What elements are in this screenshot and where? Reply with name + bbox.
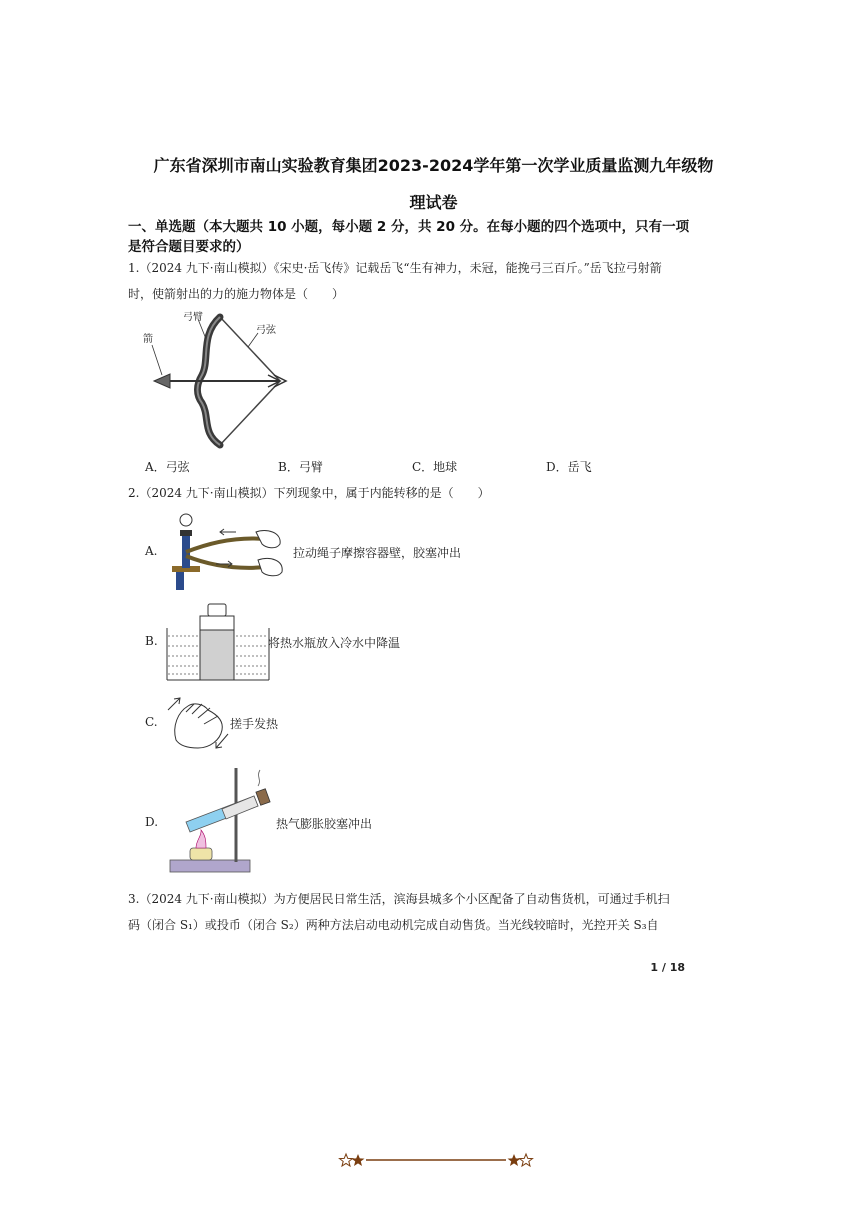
section-heading <box>128 217 728 257</box>
question-3-line-2: 码（闭合 S₁）或投币（闭合 S₂）两种方法启动电动机完成自动售货。当光线较暗时，光控开关 S₃自 <box>128 918 659 932</box>
section-heading-line-2: 是符合题目要求的） <box>128 239 250 255</box>
question-2-option-a-text: 拉动绳子摩擦容器壁，胶塞冲出 <box>293 546 462 560</box>
question-1-option-a[interactable]: A．弓弦 <box>145 460 190 474</box>
label-bow-arm: 弓臂 <box>183 312 203 323</box>
question-2-option-b-text: 将热水瓶放入冷水中降温 <box>268 636 401 650</box>
question-1-option-b[interactable]: B．弓臂 <box>278 460 323 474</box>
star-icon <box>352 1154 365 1166</box>
question-1-option-c[interactable]: C．地球 <box>412 460 458 474</box>
question-1-line-2: 时，使箭射出的力的施力物体是（ ） <box>128 287 345 301</box>
page-title-line-1: 广东省深圳市南山实验教育集团2023-2024学年第一次学业质量监测九年级物 <box>153 156 714 175</box>
question-1-option-d[interactable]: D．岳飞 <box>546 460 592 474</box>
footer-ornament <box>338 1150 534 1170</box>
label-arrow: 箭 <box>143 334 153 345</box>
question-2-option-c-text: 搓手发热 <box>230 717 279 731</box>
page-title-line-2: 理试卷 <box>409 193 458 212</box>
question-2-option-a-letter[interactable]: A. <box>145 544 158 558</box>
section-heading-line-1: 一、单选题（本大题共 10 小题，每小题 2 分，共 20 分。在每小题的四个选项中，只有一项 <box>128 219 690 235</box>
question-1-line-1: 1.（2024 九下·南山模拟）《宋史·岳飞传》记载岳飞“生有神力，未冠，能挽弓三百斤。”岳飞拉弓射箭 <box>128 261 662 275</box>
question-3-stem <box>128 886 698 938</box>
star-icon <box>340 1154 353 1166</box>
question-3-line-1: 3.（2024 九下·南山模拟）为方便居民日常生活，滨海县城多个小区配备了自动售货机，可通过手机扫 <box>128 892 670 906</box>
star-icon <box>508 1154 521 1166</box>
question-2-option-b-letter[interactable]: B. <box>145 634 158 648</box>
thermos-in-water-figure <box>166 600 270 682</box>
page-number: 1 / 18 <box>650 961 685 974</box>
label-bow-string: 弓弦 <box>256 325 276 336</box>
question-2-stem: 2.（2024 九下·南山模拟）下列现象中，属于内能转移的是（ ） <box>128 486 490 500</box>
arrow-head <box>154 374 170 388</box>
rubbing-hands-figure <box>164 690 232 756</box>
question-2-option-d-letter[interactable]: D. <box>145 815 159 829</box>
bow-and-arrow-figure <box>140 305 300 455</box>
question-2-option-c-letter[interactable]: C. <box>145 715 158 729</box>
rope-friction-figure <box>166 510 288 592</box>
question-1-stem <box>128 255 698 307</box>
star-icon <box>520 1154 533 1166</box>
question-2-option-d-text: 热气膨胀胶塞冲出 <box>276 817 373 831</box>
test-tube-heating-figure <box>166 766 276 876</box>
